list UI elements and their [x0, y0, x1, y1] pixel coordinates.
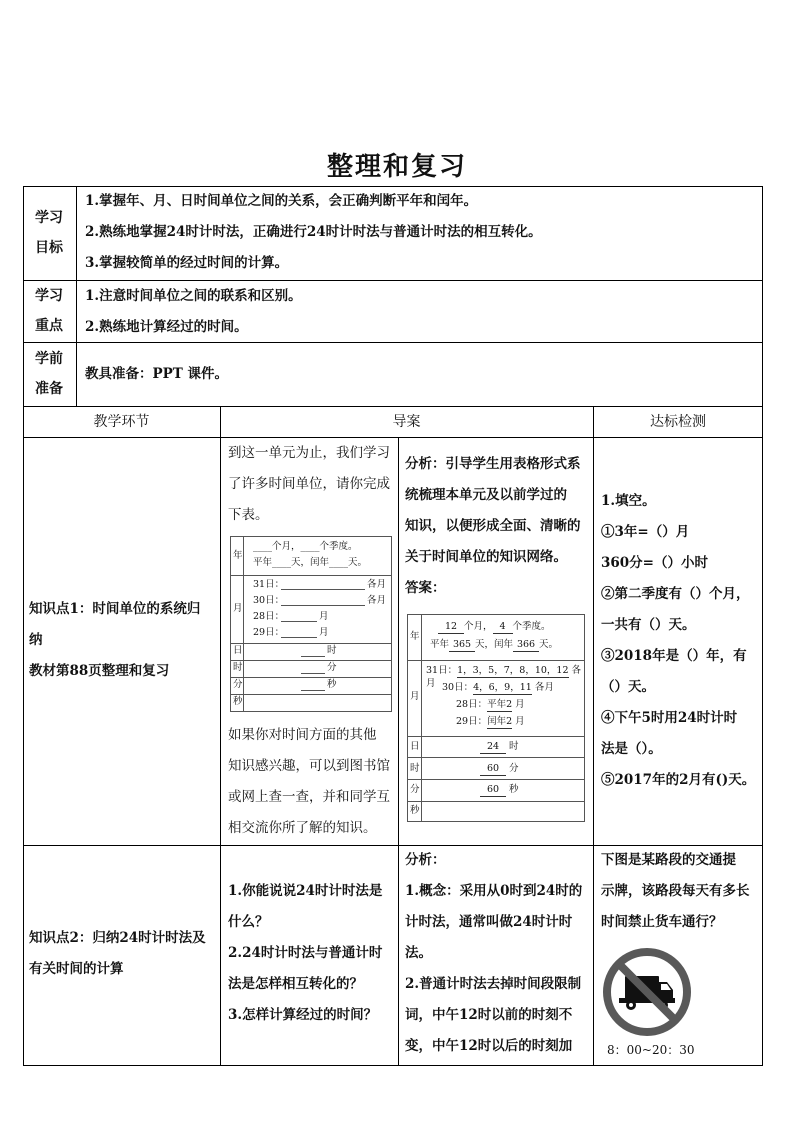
- blank-line: [301, 673, 325, 674]
- answer-minute-label: 分: [410, 784, 420, 795]
- blank-line: [301, 690, 325, 691]
- mini-row-divider: [231, 575, 391, 576]
- blank-year-label: 年: [233, 550, 243, 561]
- answer-month-row: [442, 682, 554, 695]
- answer-m28-prefix: 28日：: [456, 699, 488, 710]
- mini-row-divider: [408, 660, 584, 661]
- answer-day-row: [480, 741, 519, 754]
- no-truck-sign-icon: [601, 946, 693, 1038]
- mini-row-divider: [408, 757, 584, 758]
- answer-m30: 4，6，9，11: [473, 682, 532, 693]
- section2-analysis: 计时法，通常叫做24时计时: [405, 914, 573, 930]
- mini-row-divider: [231, 694, 391, 695]
- blank-time-table: [230, 536, 392, 712]
- section2-analysis: 分析：: [405, 852, 446, 868]
- answer-day-label: 日: [410, 741, 420, 752]
- header-check: 达标检测: [650, 414, 706, 430]
- answer-each-month: 各月: [534, 682, 554, 693]
- answer-second-label: 秒: [410, 805, 420, 816]
- col-divider: [398, 437, 399, 1066]
- table-border-right: [762, 186, 763, 1066]
- section2-question: 1.你能说说24时计时法是: [228, 883, 383, 899]
- col-divider: [76, 186, 77, 406]
- blank-month-row: 29日：: [253, 627, 285, 638]
- lesson-plan-table: [23, 186, 763, 1066]
- section1-label: 纳: [29, 632, 43, 648]
- row-divider: [23, 437, 763, 438]
- section2-question: 2.24时计时法与普通计时: [228, 945, 383, 961]
- answer-day-suffix: 天，: [475, 639, 495, 650]
- mini-col-divider: [243, 537, 244, 711]
- blank-month-suffix: 月: [319, 627, 329, 638]
- mini-col-divider: [421, 615, 422, 821]
- answer-year-line: [438, 621, 551, 634]
- mini-row-divider: [231, 660, 391, 661]
- answer-month-row: [456, 716, 525, 729]
- section2-analysis: 2.普通计时法去掉时间段限制: [405, 976, 582, 992]
- section2-question: 什么？: [228, 914, 269, 930]
- answer-minute-row: [480, 784, 519, 797]
- section1-analysis: 知识，以便形成全面、清晰的: [405, 518, 581, 534]
- answer-hour-unit: 分: [509, 763, 519, 774]
- blank-year-line: ____个月，____个季度。: [253, 541, 358, 552]
- section1-check: 360分=（）小时: [601, 555, 708, 571]
- key-point-item: 1.注意时间单位之间的联系和区别。: [85, 288, 302, 304]
- section1-label: 教材第88页整理和复习: [29, 663, 170, 679]
- blank-hour-label: 时: [233, 662, 243, 673]
- answer-day-unit: 时: [509, 741, 519, 752]
- section1-check: ⑤2017年的2月有()天。: [601, 772, 756, 788]
- section1-label: 知识点1：时间单位的系统归: [29, 601, 201, 617]
- section2-question: 法是怎样相互转化的？: [228, 976, 363, 992]
- blank-second-label: 秒: [233, 696, 243, 707]
- table-border-left: [23, 186, 24, 1066]
- answer-common-prefix: 平年: [430, 639, 450, 650]
- blank-line: [281, 621, 317, 622]
- section2-analysis: 1.概念：采用从0时到24时的: [405, 883, 583, 899]
- section1-check: ④下午5时用24时计时: [601, 710, 738, 726]
- answer-m28: 平年2: [487, 699, 513, 710]
- blank-month-row: 31日：: [253, 579, 285, 590]
- mini-row-divider: [408, 779, 584, 780]
- answer-time-table: [407, 614, 585, 822]
- answer-month-label: 月: [410, 691, 420, 702]
- section1-outro: 知识感兴趣，可以到图书馆: [228, 758, 390, 774]
- mini-row-divider: [231, 643, 391, 644]
- blank-month-row: 30日：: [253, 595, 285, 606]
- answer-year-text: 个季度。: [512, 621, 551, 632]
- blank-month-suffix: 月: [319, 611, 329, 622]
- header-guide: 导案: [392, 414, 421, 430]
- answer-minute-val: 60: [480, 784, 506, 797]
- section1-outro: 相交流你所了解的知识。: [228, 820, 377, 836]
- mini-row-divider: [408, 736, 584, 737]
- section1-intro: 了许多时间单位，请你完成: [228, 476, 390, 492]
- section1-outro: 或网上查一查，并和同学互: [228, 789, 390, 805]
- prep-label-1: 学前: [35, 351, 63, 367]
- section1-check: 一共有（）天。: [601, 617, 696, 633]
- col-divider: [593, 406, 594, 1066]
- answer-year-text: 个月，: [464, 621, 493, 632]
- key-points-label-1: 学习: [35, 288, 63, 304]
- blank-month-suffix: 各月: [367, 579, 387, 590]
- key-points-label-2: 重点: [35, 318, 63, 334]
- goal-item: 1.掌握年、月、日时间单位之间的关系，会正确判断平年和闰年。: [85, 193, 478, 209]
- section2-question: 3.怎样计算经过的时间？: [228, 1007, 378, 1023]
- answer-days-line: [430, 639, 558, 652]
- blank-hour-unit: 分: [327, 662, 337, 673]
- blank-minute-unit: 秒: [327, 679, 337, 690]
- section1-intro: 下表。: [228, 507, 269, 523]
- goals-label-1: 学习: [35, 210, 63, 226]
- answer-leap-days: 366: [513, 639, 539, 652]
- answer-m30-prefix: 30日：: [442, 682, 474, 693]
- section1-analysis: 分析：引导学生用表格形式系: [405, 456, 581, 472]
- answer-each-month: 各月: [426, 665, 582, 689]
- blank-day-unit: 时: [327, 645, 337, 656]
- answer-minute-unit: 秒: [509, 784, 519, 795]
- answer-m31-prefix: 31日：: [426, 665, 458, 676]
- section2-analysis: 词，中午12时以前的时刻不: [405, 1007, 573, 1023]
- section1-outro: 如果你对时间方面的其他: [228, 727, 377, 743]
- goals-label-2: 目标: [35, 240, 63, 256]
- mini-row-divider: [231, 677, 391, 678]
- blank-month-label: 月: [233, 603, 243, 614]
- mini-row-divider: [408, 801, 584, 802]
- answer-hour-val: 60: [480, 763, 506, 776]
- blank-line: [281, 605, 365, 606]
- section2-analysis: 变，中午12时以后的时刻加: [405, 1038, 573, 1054]
- blank-month-suffix: 各月: [367, 595, 387, 606]
- section1-check: （）天。: [601, 679, 655, 695]
- section2-analysis: 法。: [405, 945, 432, 961]
- prep-text: 教具准备：PPT 课件。: [85, 366, 229, 382]
- col-divider: [220, 406, 221, 1066]
- answer-month-row: [456, 699, 525, 712]
- goal-item: 3.掌握较简单的经过时间的计算。: [85, 255, 289, 271]
- blank-line: [281, 637, 317, 638]
- section2-label: 知识点2：归纳24时计时法及: [29, 930, 206, 946]
- key-point-item: 2.熟练地计算经过的时间。: [85, 319, 248, 335]
- section2-check: 时间禁止货车通行？: [601, 914, 723, 930]
- answer-day-val: 24: [480, 741, 506, 754]
- answer-leap-prefix: 闰年: [494, 639, 514, 650]
- section1-intro: 到这一单元为止，我们学习: [228, 445, 390, 461]
- answer-label: 答案：: [405, 580, 446, 596]
- section1-check: 1.填空。: [601, 493, 656, 509]
- header-teaching-step: 教学环节: [93, 414, 150, 430]
- answer-common-days: 365: [449, 639, 475, 652]
- blank-day-label: 日: [233, 645, 243, 656]
- blank-line: [301, 656, 325, 657]
- sign-time: 8：00~20：30: [607, 1043, 695, 1057]
- answer-m29-prefix: 29日：: [456, 716, 488, 727]
- answer-month-word: 月: [515, 716, 525, 727]
- section1-check: ①3年=（）月: [601, 524, 690, 540]
- answer-months: 12: [438, 621, 464, 634]
- answer-m31: 1，3，5，7，8，10，12: [457, 665, 569, 676]
- section1-check: 法是（）。: [601, 741, 662, 757]
- answer-hour-label: 时: [410, 763, 420, 774]
- page-title: 整理和复习: [326, 152, 467, 182]
- answer-hour-row: [480, 763, 519, 776]
- answer-year-label: 年: [410, 631, 420, 642]
- blank-year-line: 平年____天，闰年____天。: [253, 557, 368, 568]
- answer-m29: 闰年2: [487, 716, 513, 727]
- prep-label-2: 准备: [35, 381, 63, 397]
- blank-month-row: 28日：: [253, 611, 285, 622]
- section2-label: 有关时间的计算: [29, 961, 124, 977]
- goal-item: 2.熟练地掌握24时计时法，正确进行24时计时法与普通计时法的相互转化。: [85, 224, 542, 240]
- blank-minute-label: 分: [233, 679, 243, 690]
- answer-month-word: 月: [515, 699, 525, 710]
- section2-check: 示牌，该路段每天有多长: [601, 883, 750, 899]
- section2-check: 下图是某路段的交通提: [601, 852, 736, 868]
- section1-check: ②第二季度有（）个月，: [601, 586, 750, 602]
- answer-seasons: 4: [493, 621, 513, 634]
- answer-day-suffix: 天。: [539, 639, 559, 650]
- blank-line: [281, 589, 365, 590]
- section1-analysis: 关于时间单位的知识网络。: [405, 549, 567, 565]
- section1-analysis: 统梳理本单元及以前学过的: [405, 487, 567, 503]
- section1-check: ③2018年是（）年，有: [601, 648, 747, 664]
